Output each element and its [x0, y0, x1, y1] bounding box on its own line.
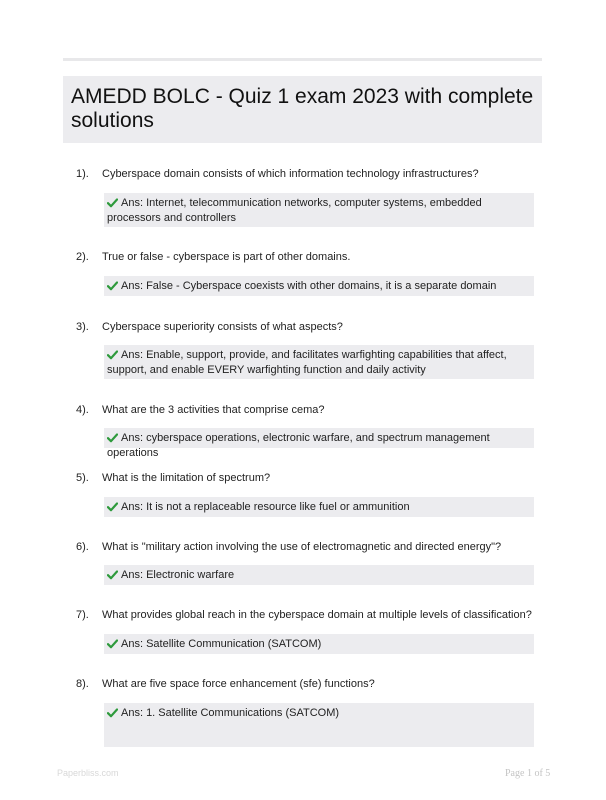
check-icon [107, 196, 121, 208]
check-icon [107, 348, 121, 360]
answer-text: Ans: It is not a replaceable resource like fuel or ammunition [121, 501, 410, 513]
check-icon [107, 500, 121, 512]
answer-box [104, 703, 534, 747]
answer-text: Ans: Satellite Communication (SATCOM) [121, 638, 322, 650]
answer-text: Ans: False - Cyberspace coexists with other domains, it is a separate domain [121, 280, 497, 292]
document-title: AMEDD BOLC - Quiz 1 exam 2023 with complete solutions [71, 85, 534, 132]
answer-box [104, 345, 534, 379]
question-text: True or false - cyberspace is part of other domains. [102, 251, 351, 263]
answer-text: Ans: cyberspace operations, electronic warfare, and spectrum management operations [107, 432, 490, 459]
question-number: 4). [76, 404, 89, 416]
check-icon [107, 568, 121, 580]
question-number: 2). [76, 251, 89, 263]
answer-text: Ans: Internet, telecommunication networks, computer systems, embedded processors and controllers [107, 197, 482, 224]
question-text: What are the 3 activities that comprise cema? [102, 404, 325, 416]
footer-watermark: Paperbliss.com [57, 768, 119, 778]
answer-text: Ans: 1. Satellite Communications (SATCOM) [121, 707, 340, 719]
question-text: What are five space force enhancement (sfe) functions? [102, 678, 375, 690]
question-text: What provides global reach in the cyberspace domain at multiple levels of classification? [102, 609, 532, 621]
check-icon [107, 637, 121, 649]
answer-box [104, 276, 534, 296]
answer-box [104, 565, 534, 585]
question-text: What is "military action involving the use of electromagnetic and directed energy"? [102, 541, 502, 553]
question-number: 1). [76, 168, 89, 180]
question-number: 3). [76, 321, 89, 333]
question-number: 8). [76, 678, 89, 690]
page-indicator: Page 1 of 5 [505, 768, 551, 779]
title-box [63, 76, 542, 143]
answer-text: Ans: Electronic warfare [121, 569, 235, 581]
question-text: Cyberspace domain consists of which information technology infrastructures? [102, 168, 479, 180]
answer-box [104, 428, 534, 459]
question-number: 6). [76, 541, 89, 553]
answer-text: Ans: Enable, support, provide, and facilitates warfighting capabilities that affect, support, and enable EVERY warfighting function and daily activity [107, 349, 507, 376]
answer-box [104, 634, 534, 654]
answer-box [104, 497, 534, 517]
question-number: 7). [76, 609, 89, 621]
top-divider [63, 58, 542, 61]
check-icon [107, 279, 121, 291]
answer-box [104, 193, 534, 227]
check-icon [107, 706, 121, 718]
question-number: 5). [76, 472, 89, 484]
check-icon [107, 431, 121, 443]
question-text: Cyberspace superiority consists of what aspects? [102, 321, 343, 333]
question-text: What is the limitation of spectrum? [102, 472, 271, 484]
